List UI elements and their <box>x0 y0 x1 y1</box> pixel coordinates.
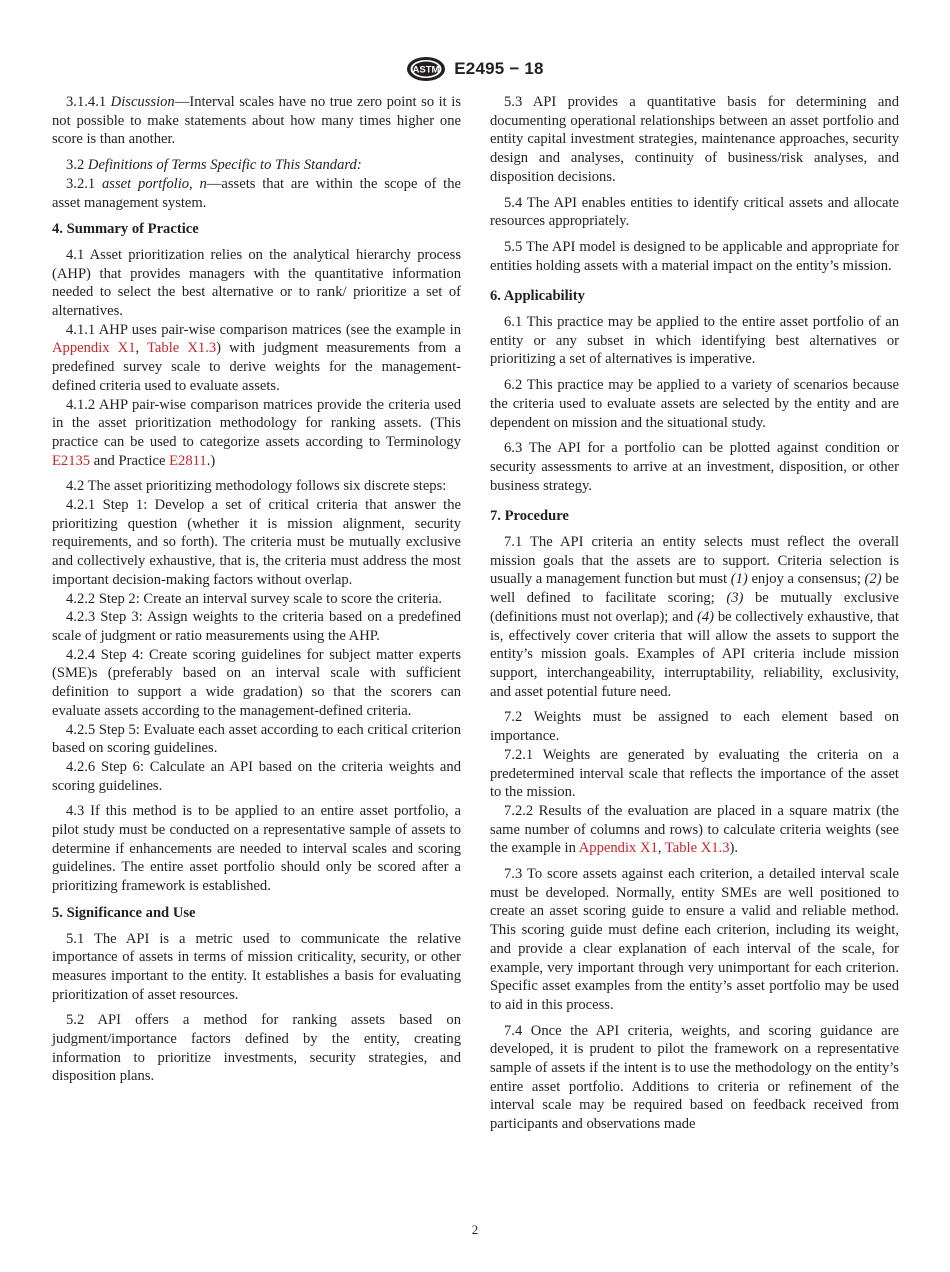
paragraph-7-1: 7.1 The API criteria an entity selects must reflect the overall mission goals that the assets are to support. Criteria selection is usually a management function but must (1) enjoy a consensus; (2) be well defined to facilitate scoring; (3) be mutually exclusive (definitions must not overlap); and (4) be collectively exhaustive, that is, effectively cover criteria that will allow the assets to support the entity’s mission goals. Examples of API criteria include mission support, interchangeability, interruptability, reliability, exclusivity, and asset potential future need. <box>490 534 899 700</box>
paragraph-3-2-1: 3.2.1 asset portfolio, n—assets that are within the scope of the asset management system. <box>52 175 462 211</box>
page-header <box>0 56 950 82</box>
paragraph-3-1-4-1: 3.1.4.1 Discussion—Interval scales have no true zero point so it is not possible to make statements about how many times higher one score is than another. <box>52 94 461 148</box>
paragraph-5-5: 5.5 The API model is designed to be applicable and appropriate for entities holding assets with a material impact on the entity’s mission. <box>490 238 899 274</box>
left-column <box>52 93 461 1086</box>
paragraph-7-2-1: 7.2.1 Weights are generated by evaluating the criteria on a predetermined interval scale that reflects the importance of the asset to the mission. <box>490 746 899 801</box>
link-table-x1-3[interactable]: Table X1.3 <box>147 340 217 357</box>
paragraph-4-2-1: 4.2.1 Step 1: Develop a set of critical criteria that answer the prioritizing question (whether it is mission alignment, security requirements, and so forth). The criteria must be mutually exclusive and collectively exhaustive, that is, the criteria must address the most important decision-making factors without overlap. <box>52 497 461 588</box>
paragraph-6-1: 6.1 This practice may be applied to the entire asset portfolio of an entity or any subset in which identifying best alternatives or prioritizing a set of alternatives is imperative. <box>490 314 899 368</box>
standard-designation: E2495 − 18 <box>454 59 544 78</box>
paragraph-7-2-2: 7.2.2 Results of the evaluation are placed in a square matrix (the same number of columns and rows) to calculate criteria weights (see the example in Appendix X1, Table X1.3). <box>490 802 899 857</box>
astm-logo-icon <box>406 56 446 82</box>
link-table-x1-3[interactable]: Table X1.3 <box>664 840 730 857</box>
link-e2811[interactable]: E2811 <box>169 452 207 469</box>
paragraph-6-3: 6.3 The API for a portfolio can be plotted against condition or security assessments to arrive at an investment, disposition, or other business strategy. <box>490 440 899 494</box>
paragraph-4-1-1: 4.1.1 AHP uses pair-wise comparison matrices (see the example in Appendix X1, Table X1.3) with judgment measurements from a predefined survey scale to derive weights for the management-defined criteria used to evaluate assets. <box>52 321 461 394</box>
paragraph-7-4: 7.4 Once the API criteria, weights, and scoring guidance are developed, it is prudent to pilot the framework on a representative sample of assets if the intent is to use the methodology on the entity’s entire asset portfolio. Additions to criteria or refinement of the interval scale may be required based on feedback received from participants and observations made <box>490 1022 899 1133</box>
paragraph-4-2-4: 4.2.4 Step 4: Create scoring guidelines for subject matter experts (SME)s (preferably based on an interval scale with sufficient definition to support a wide gradation) so that the scorers can evaluate assets according to the management-defined criteria. <box>52 646 461 719</box>
paragraph-4-1: 4.1 Asset prioritization relies on the analytical hierarchy process (AHP) that provides managers with the quantitative information needed to select the best alternative or to rank/ prioritize a set of alternatives. <box>52 246 461 320</box>
paragraph-3-2: 3.2 Definitions of Terms Specific to This Standard: <box>66 157 362 174</box>
paragraph-4-2-6: 4.2.6 Step 6: Calculate an API based on the criteria weights and scoring guidelines. <box>52 758 461 794</box>
paragraph-5-3: 5.3 API provides a quantitative basis for determining and documenting operational relationships between an asset portfolio and entity capital investment strategies, maintenance approaches, security design and analyses, continuity of business/risk analyses, and disposition decisions. <box>490 94 899 185</box>
paragraph-6-2: 6.2 This practice may be applied to a variety of scenarios because the criteria used to evaluate assets are selected by the entity and are dependent on mission and the situational study. <box>490 377 899 431</box>
section-7-heading: 7. Procedure <box>490 508 569 525</box>
section-4-heading: 4. Summary of Practice <box>52 221 199 238</box>
paragraph-4-2: 4.2 The asset prioritizing methodology follows six discrete steps: <box>66 478 447 495</box>
svg-text:ASTM: ASTM <box>412 64 440 76</box>
paragraph-4-3: 4.3 If this method is to be applied to an entire asset portfolio, a pilot study must be conducted on a representative sample of assets to determine if enhancements are needed to interval scales and scoring guidelines. The entire asset portfolio should only be scored after a prioritizing framework is established. <box>52 803 461 895</box>
paragraph-4-2-3: 4.2.3 Step 3: Assign weights to the criteria based on a predefined scale of judgment or ratio measurements using the AHP. <box>52 609 461 644</box>
link-appendix-x1[interactable]: Appendix X1 <box>578 840 658 857</box>
paragraph-7-3: 7.3 To score assets against each criterion, a detailed interval scale must be developed. Normally, entity SMEs are well positioned to create an asset scoring guide to ensure a valid and reliable method. This scoring guide must define each criterion, including its weight, and provide a clear explanation of each interval of the scale, for example, very important through very unimportant for each criterion. Specific asset examples from the entity’s asset portfolio may be used to aid in this process. <box>490 866 899 1013</box>
paragraph-4-2-5: 4.2.5 Step 5: Evaluate each asset according to each critical criterion based on scoring guidelines. <box>52 721 461 757</box>
paragraph-4-1-2: 4.1.2 AHP pair-wise comparison matrices provide the criteria used in the asset prioritization methodology for ranking assets. (This practice can be used to categorize assets according to Terminology E2135 and Practice E2811.) <box>52 396 461 469</box>
section-6-heading: 6. Applicability <box>490 288 585 305</box>
paragraph-5-1: 5.1 The API is a metric used to communicate the relative importance of assets in terms of mission criticality, security, or other measures important to the entity. It establishes a basis for evaluating prioritization of asset resources. <box>52 930 461 1003</box>
link-e2135[interactable]: E2135 <box>52 452 91 469</box>
right-column <box>490 93 899 1134</box>
section-5-heading: 5. Significance and Use <box>52 904 196 921</box>
paragraph-4-2-2: 4.2.2 Step 2: Create an interval survey scale to score the criteria. <box>66 590 443 607</box>
paragraph-5-2: 5.2 API offers a method for ranking assets based on judgment/importance factors defined by the entity, creating information to prioritize investments, security strategies, and disposition plans. <box>52 1012 461 1085</box>
link-appendix-x1[interactable]: Appendix X1 <box>52 340 136 357</box>
paragraph-5-4: 5.4 The API enables entities to identify critical assets and allocate resources appropriately. <box>490 194 899 230</box>
page-number: 2 <box>471 1222 479 1237</box>
paragraph-7-2: 7.2 Weights must be assigned to each element based on importance. <box>490 709 899 745</box>
